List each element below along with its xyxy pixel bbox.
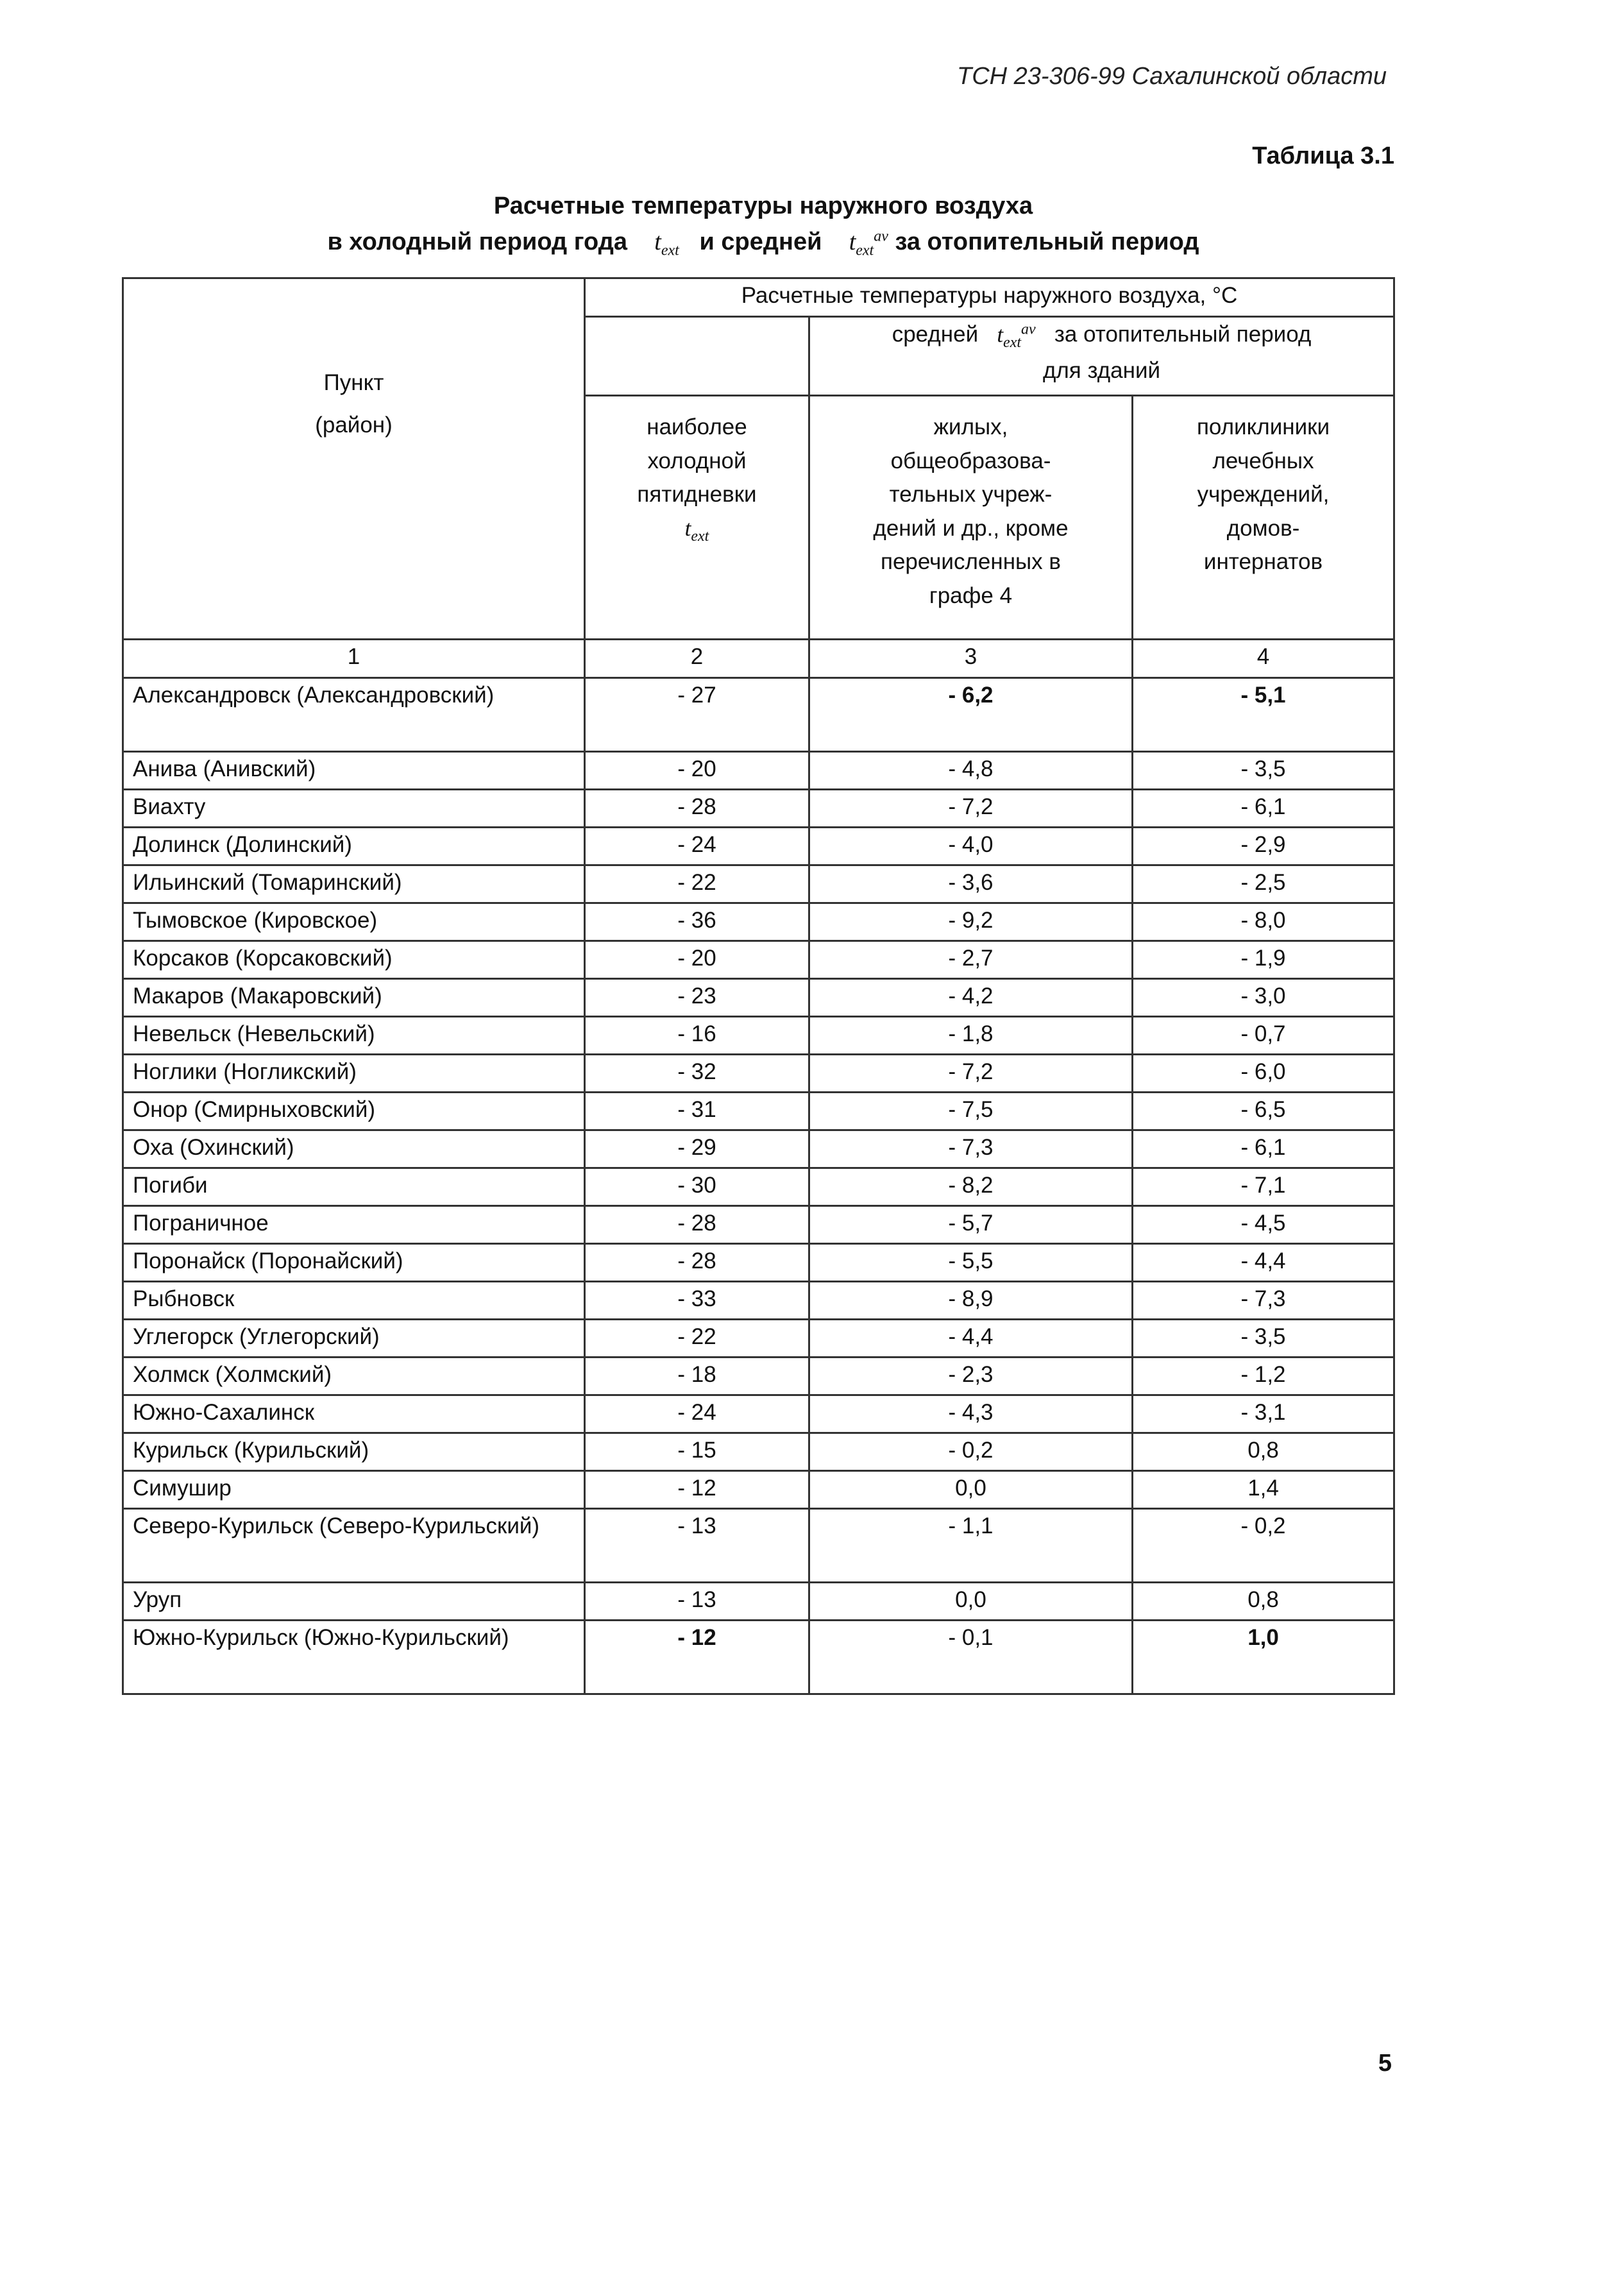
table-row bbox=[123, 828, 1394, 865]
temperature-cell-c2: - 23 bbox=[585, 979, 809, 1017]
symbol-t-ext bbox=[595, 512, 799, 548]
temperature-cell-c3: - 5,7 bbox=[809, 1206, 1133, 1244]
table-row bbox=[123, 1244, 1394, 1282]
temperature-cell-c4: 0,8 bbox=[1133, 1433, 1394, 1471]
temperature-cell-c4: - 0,2 bbox=[1133, 1509, 1394, 1583]
temperature-cell-c2: - 20 bbox=[585, 941, 809, 979]
temperature-cell-c3: - 1,1 bbox=[809, 1509, 1133, 1583]
table-row bbox=[123, 1433, 1394, 1471]
temperature-cell-c4: - 8,0 bbox=[1133, 903, 1394, 941]
temperature-cell-c4: - 1,2 bbox=[1133, 1358, 1394, 1395]
page-number: 5 bbox=[1378, 2050, 1392, 2077]
symbol-t-ext-av bbox=[997, 321, 1036, 351]
column-number: 4 bbox=[1133, 640, 1394, 678]
subgroup-header bbox=[809, 317, 1394, 396]
temperature-cell-c3: 0,0 bbox=[809, 1583, 1133, 1621]
temperature-cell-c4: - 3,1 bbox=[1133, 1395, 1394, 1433]
settlement-name-cell: Поронайск (Поронайский) bbox=[123, 1244, 585, 1282]
temperature-cell-c2: - 30 bbox=[585, 1168, 809, 1206]
temperature-cell-c3: - 1,8 bbox=[809, 1017, 1133, 1055]
temperature-cell-c2: - 31 bbox=[585, 1093, 809, 1130]
col4-header-line: интернатов bbox=[1203, 549, 1323, 574]
col3-header-line: жилых, bbox=[933, 414, 1008, 439]
temperature-cell-c4: - 6,5 bbox=[1133, 1093, 1394, 1130]
settlement-name-cell: Северо-Курильск (Северо-Курильский) bbox=[123, 1509, 585, 1583]
settlement-name-cell: Курильск (Курильский) bbox=[123, 1433, 585, 1471]
table-title-line1: Расчетные температуры наружного воздуха bbox=[493, 192, 1033, 219]
group-header: Расчетные температуры наружного воздуха, °С bbox=[585, 278, 1394, 317]
settlement-name-cell: Невельск (Невельский) bbox=[123, 1017, 585, 1055]
table-row bbox=[123, 1017, 1394, 1055]
temperature-cell-c2: - 13 bbox=[585, 1509, 809, 1583]
table-label: Таблица 3.1 bbox=[1252, 142, 1394, 169]
temperature-cell-c3: - 3,6 bbox=[809, 865, 1133, 903]
col2-header-line: наиболее bbox=[647, 414, 747, 439]
table-row bbox=[123, 1395, 1394, 1433]
col1-header-line1: Пункт bbox=[323, 370, 384, 395]
symbol-sup: av bbox=[874, 228, 888, 245]
settlement-name-cell: Южно-Курильск (Южно-Курильский) bbox=[123, 1621, 585, 1694]
table-title-line2 bbox=[308, 228, 1219, 260]
temperature-cell-c2: - 32 bbox=[585, 1055, 809, 1093]
col3-header-line: тельных учреж- bbox=[889, 482, 1053, 507]
table-row bbox=[123, 1320, 1394, 1358]
subgroup-b: за отопительный период bbox=[1054, 321, 1312, 347]
settlement-name-cell: Рыбновск bbox=[123, 1282, 585, 1320]
temperature-cell-c2: - 15 bbox=[585, 1433, 809, 1471]
col2-header bbox=[585, 396, 809, 640]
symbol-t: t bbox=[654, 228, 661, 255]
col4-header-line: поликлиники bbox=[1196, 414, 1330, 439]
col4-header-line: домов- bbox=[1226, 515, 1300, 541]
table-row bbox=[123, 1093, 1394, 1130]
table-row bbox=[123, 678, 1394, 752]
empty-subheader bbox=[585, 317, 809, 396]
temperature-cell-c4: 0,8 bbox=[1133, 1583, 1394, 1621]
table-row bbox=[123, 979, 1394, 1017]
table-row bbox=[123, 1509, 1394, 1583]
settlement-name-cell: Александровск (Александровский) bbox=[123, 678, 585, 752]
temperature-cell-c3: - 4,0 bbox=[809, 828, 1133, 865]
temperature-cell-c3: - 4,2 bbox=[809, 979, 1133, 1017]
temperature-cell-c4: - 6,1 bbox=[1133, 1130, 1394, 1168]
temperature-cell-c3: - 4,4 bbox=[809, 1320, 1133, 1358]
settlement-name-cell: Виахту bbox=[123, 790, 585, 828]
col3-header-line: общеобразова- bbox=[890, 448, 1051, 473]
table-row bbox=[123, 865, 1394, 903]
symbol-t: t bbox=[997, 321, 1004, 347]
symbol-sub: ext bbox=[1003, 334, 1022, 351]
temperature-cell-c2: - 28 bbox=[585, 1206, 809, 1244]
col2-header-line: холодной bbox=[647, 448, 747, 473]
column-number: 2 bbox=[585, 640, 809, 678]
temperature-cell-c2: - 12 bbox=[585, 1621, 809, 1694]
temperature-cell-c3: - 7,5 bbox=[809, 1093, 1133, 1130]
temperature-cell-c4: - 2,9 bbox=[1133, 828, 1394, 865]
temperature-cell-c3: - 2,3 bbox=[809, 1358, 1133, 1395]
temperature-cell-c3: - 2,7 bbox=[809, 941, 1133, 979]
temperature-cell-c2: - 12 bbox=[585, 1471, 809, 1509]
temperature-cell-c4: - 4,4 bbox=[1133, 1244, 1394, 1282]
column-number: 1 bbox=[123, 640, 585, 678]
temperature-cell-c4: - 3,5 bbox=[1133, 752, 1394, 790]
symbol-sup: av bbox=[1021, 321, 1036, 337]
col4-header-line: учреждений, bbox=[1197, 482, 1330, 507]
col2-header-line: пятидневки bbox=[637, 482, 757, 507]
symbol-t-ext-av bbox=[849, 228, 888, 259]
col3-header-line: дений и др., кроме bbox=[873, 515, 1069, 541]
temperature-cell-c2: - 13 bbox=[585, 1583, 809, 1621]
temperature-cell-c4: - 5,1 bbox=[1133, 678, 1394, 752]
symbol-t: t bbox=[684, 515, 691, 541]
temperature-cell-c2: - 22 bbox=[585, 865, 809, 903]
temperature-cell-c2: - 16 bbox=[585, 1017, 809, 1055]
col3-header-line: перечисленных в bbox=[881, 549, 1061, 574]
temperature-cell-c4: - 7,3 bbox=[1133, 1282, 1394, 1320]
table-row bbox=[123, 1055, 1394, 1093]
temperature-cell-c3: - 0,2 bbox=[809, 1433, 1133, 1471]
column-number: 3 bbox=[809, 640, 1133, 678]
table-row bbox=[123, 1130, 1394, 1168]
table-row bbox=[123, 1358, 1394, 1395]
col3-header bbox=[809, 396, 1133, 640]
temperature-cell-c3: - 7,2 bbox=[809, 1055, 1133, 1093]
temperature-cell-c2: - 33 bbox=[585, 1282, 809, 1320]
table-row bbox=[123, 1206, 1394, 1244]
settlement-name-cell: Анива (Анивский) bbox=[123, 752, 585, 790]
col4-header-line: лечебных bbox=[1212, 448, 1314, 473]
table-row bbox=[123, 1471, 1394, 1509]
temperature-cell-c2: - 27 bbox=[585, 678, 809, 752]
table-row bbox=[123, 941, 1394, 979]
subgroup-c: для зданий bbox=[1042, 357, 1161, 383]
title-part-c: за отопительный период bbox=[895, 228, 1199, 255]
col4-header bbox=[1133, 396, 1394, 640]
settlement-name-cell: Оха (Охинский) bbox=[123, 1130, 585, 1168]
symbol-sub: ext bbox=[856, 242, 874, 259]
table-row bbox=[123, 1282, 1394, 1320]
temperature-cell-c3: - 8,9 bbox=[809, 1282, 1133, 1320]
temperature-cell-c2: - 29 bbox=[585, 1130, 809, 1168]
settlement-name-cell: Онор (Смирныховский) bbox=[123, 1093, 585, 1130]
table-row bbox=[123, 903, 1394, 941]
temperature-cell-c4: - 7,1 bbox=[1133, 1168, 1394, 1206]
temperature-cell-c3: - 0,1 bbox=[809, 1621, 1133, 1694]
symbol-sub: ext bbox=[661, 242, 679, 259]
temperature-cell-c2: - 36 bbox=[585, 903, 809, 941]
settlement-name-cell: Долинск (Долинский) bbox=[123, 828, 585, 865]
temperature-cell-c2: - 24 bbox=[585, 828, 809, 865]
temperature-cell-c3: - 4,8 bbox=[809, 752, 1133, 790]
table-row bbox=[123, 1621, 1394, 1694]
settlement-name-cell: Уруп bbox=[123, 1583, 585, 1621]
table-row bbox=[123, 790, 1394, 828]
temperature-cell-c2: - 22 bbox=[585, 1320, 809, 1358]
temperature-cell-c4: - 4,5 bbox=[1133, 1206, 1394, 1244]
settlement-name-cell: Ноглики (Ногликский) bbox=[123, 1055, 585, 1093]
col1-header-line2: (район) bbox=[315, 413, 393, 438]
temperature-cell-c2: - 28 bbox=[585, 790, 809, 828]
temperature-cell-c3: - 6,2 bbox=[809, 678, 1133, 752]
settlement-name-cell: Южно-Сахалинск bbox=[123, 1395, 585, 1433]
symbol-t-ext bbox=[654, 228, 679, 259]
temperature-cell-c4: - 1,9 bbox=[1133, 941, 1394, 979]
settlement-name-cell: Тымовское (Кировское) bbox=[123, 903, 585, 941]
temperature-cell-c4: - 0,7 bbox=[1133, 1017, 1394, 1055]
symbol-sub: ext bbox=[691, 527, 709, 545]
temperature-cell-c3: - 7,3 bbox=[809, 1130, 1133, 1168]
temperature-cell-c4: - 6,1 bbox=[1133, 790, 1394, 828]
settlement-name-cell: Симушир bbox=[123, 1471, 585, 1509]
table-row bbox=[123, 752, 1394, 790]
settlement-name-cell: Корсаков (Корсаковский) bbox=[123, 941, 585, 979]
temperature-cell-c2: - 28 bbox=[585, 1244, 809, 1282]
table-row bbox=[123, 1583, 1394, 1621]
temperature-cell-c4: - 2,5 bbox=[1133, 865, 1394, 903]
temperature-cell-c3: 0,0 bbox=[809, 1471, 1133, 1509]
settlement-name-cell: Пограничное bbox=[123, 1206, 585, 1244]
table-row bbox=[123, 1168, 1394, 1206]
settlement-name-cell: Холмск (Холмский) bbox=[123, 1358, 585, 1395]
temperature-cell-c4: - 6,0 bbox=[1133, 1055, 1394, 1093]
temperature-cell-c3: - 5,5 bbox=[809, 1244, 1133, 1282]
subgroup-a: средней bbox=[892, 321, 979, 347]
settlement-name-cell: Макаров (Макаровский) bbox=[123, 979, 585, 1017]
temperature-cell-c3: - 9,2 bbox=[809, 903, 1133, 941]
temperature-cell-c2: - 20 bbox=[585, 752, 809, 790]
symbol-t: t bbox=[849, 228, 856, 255]
temperature-table bbox=[122, 277, 1395, 1695]
running-title: ТСН 23-306-99 Сахалинской области bbox=[956, 63, 1387, 90]
temperature-cell-c4: - 3,5 bbox=[1133, 1320, 1394, 1358]
temperature-cell-c3: - 7,2 bbox=[809, 790, 1133, 828]
title-part-b: и средней bbox=[699, 228, 822, 255]
col3-header-line: графе 4 bbox=[929, 583, 1013, 608]
temperature-cell-c4: 1,0 bbox=[1133, 1621, 1394, 1694]
temperature-cell-c4: 1,4 bbox=[1133, 1471, 1394, 1509]
temperature-cell-c2: - 18 bbox=[585, 1358, 809, 1395]
title-part-a: в холодный период года bbox=[327, 228, 628, 255]
temperature-cell-c3: - 4,3 bbox=[809, 1395, 1133, 1433]
temperature-cell-c4: - 3,0 bbox=[1133, 979, 1394, 1017]
settlement-name-cell: Углегорск (Углегорский) bbox=[123, 1320, 585, 1358]
column-numbers-row bbox=[123, 640, 1394, 678]
settlement-name-cell: Ильинский (Томаринский) bbox=[123, 865, 585, 903]
settlement-name-cell: Погиби bbox=[123, 1168, 585, 1206]
temperature-cell-c2: - 24 bbox=[585, 1395, 809, 1433]
temperature-cell-c3: - 8,2 bbox=[809, 1168, 1133, 1206]
col1-header bbox=[123, 278, 585, 640]
